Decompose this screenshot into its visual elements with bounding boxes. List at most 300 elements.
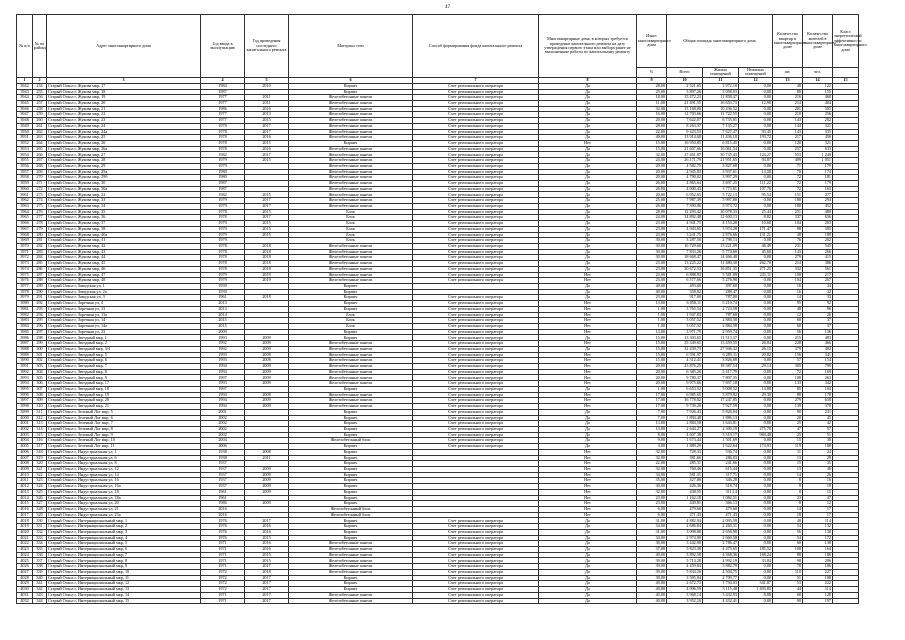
table-cell: 30,00 <box>637 249 667 255</box>
table-cell: 337 <box>773 215 803 221</box>
table-cell: Старый Оскол г, Жукова мкр, 34 <box>47 203 201 209</box>
table-cell: 0,00 <box>739 564 773 570</box>
table-cell: 0,00 <box>739 255 773 261</box>
table-cell: Да <box>539 89 637 95</box>
table-cell: 289 <box>33 283 47 289</box>
table-cell: 4 900,43 <box>667 186 703 192</box>
table-cell: Счет регионального оператора <box>413 221 539 227</box>
table-cell: 40,00 <box>637 135 667 141</box>
table-cell: 1 622,64 <box>703 444 739 450</box>
table-cell: 72 <box>773 175 803 181</box>
table-cell: 215 <box>773 335 803 341</box>
table-cell: 18 587,54 <box>703 364 739 370</box>
table-cell: 1978 <box>201 209 245 215</box>
table-cell: Кирпич <box>289 89 413 95</box>
table-cell: 72 <box>773 181 803 187</box>
table-cell: Счет регионального оператора <box>413 335 539 341</box>
table-cell: 4010 <box>17 472 33 478</box>
table-cell: 5 826,04 <box>703 409 739 415</box>
table-cell: 275,78 <box>739 426 773 432</box>
table-cell: Счет регионального оператора <box>413 598 539 604</box>
table-cell: 3 098,80 <box>667 529 703 535</box>
table-cell: Железобетонные панели <box>289 358 413 364</box>
table-cell: 2004 <box>201 438 245 444</box>
table-cell: 45 <box>803 415 833 421</box>
table-cell: 2015 <box>245 118 289 124</box>
table-cell: 4 943,65 <box>667 226 703 232</box>
table-cell: 26,84 <box>739 341 773 347</box>
table-cell: Железобетонный блок <box>289 512 413 518</box>
table-cell: 40,00 <box>637 283 667 289</box>
table-cell: 2009 <box>245 369 289 375</box>
table-cell: 48 <box>773 232 803 238</box>
table-cell: 14 892,48 <box>667 215 703 221</box>
table-cell: 4 368,36 <box>703 552 739 558</box>
table-cell: 3985 <box>17 329 33 335</box>
table-cell: 3955 <box>17 158 33 164</box>
table-cell: 1 894,48 <box>667 415 703 421</box>
table-cell: 265 <box>33 146 47 152</box>
table-cell: 110 <box>773 569 803 575</box>
table-cell: 88 <box>773 552 803 558</box>
col-header-wear: Износ многоквартирного дома <box>637 15 667 68</box>
table-cell: Счет регионального оператора <box>413 346 539 352</box>
table-cell: Железобетонные панели <box>289 266 413 272</box>
table-cell: 3982 <box>17 312 33 318</box>
table-cell: Железобетонные панели <box>289 112 413 118</box>
table-cell: 7,00 <box>637 409 667 415</box>
table-cell: 7 135,27 <box>703 123 739 129</box>
table-cell: 1976 <box>201 518 245 524</box>
table-cell: Счет регионального оператора <box>413 352 539 358</box>
table-cell: Старый Оскол г, Индустриальная ул, 12 <box>47 466 201 472</box>
table-cell: 2008 <box>245 449 289 455</box>
table-cell: Блок <box>289 215 413 221</box>
table-cell: Счет регионального оператора <box>413 272 539 278</box>
table-cell: Старый Оскол г, Зеленый Лог мкр, 7 <box>47 421 201 427</box>
table-cell: 16 <box>773 289 803 295</box>
table-cell: 327 <box>33 501 47 507</box>
table-cell: 0,00 <box>739 381 773 387</box>
table-cell: 163 <box>803 186 833 192</box>
table-cell: 6 385,26 <box>667 369 703 375</box>
table-cell: 3980 <box>17 301 33 307</box>
table-cell: Кирпич <box>289 529 413 535</box>
table-cell: 1978 <box>201 266 245 272</box>
table-cell: 1977 <box>201 112 245 118</box>
table-cell: Счет регионального оператора <box>413 409 539 415</box>
table-cell: 35 <box>803 461 833 467</box>
table-cell: 178 <box>803 392 833 398</box>
table-cell: 2 644,27 <box>667 426 703 432</box>
table-cell: 332 <box>33 529 47 535</box>
table-cell: 151 <box>773 192 803 198</box>
table-cell: Железобетонные панели <box>289 547 413 553</box>
table-cell: Да <box>539 198 637 204</box>
table-cell: 108 <box>803 575 833 581</box>
table-cell: 95 <box>773 301 803 307</box>
table-cell: 3979 <box>17 295 33 301</box>
table-cell: 332 <box>773 266 803 272</box>
table-cell: 2017 <box>245 598 289 604</box>
table-cell: 1979 <box>201 163 245 169</box>
unit-wear: % <box>637 68 667 78</box>
table-cell: 13,00 <box>637 301 667 307</box>
table-cell: 0,00 <box>739 329 773 335</box>
table-cell: 32,00 <box>637 489 667 495</box>
table-cell: 2017 <box>245 123 289 129</box>
table-cell: Старый Оскол г, Интернациональный мкр, 13 <box>47 587 201 593</box>
table-cell: 4003 <box>17 432 33 438</box>
table-cell: 7,00 <box>637 415 667 421</box>
table-cell: 25 <box>773 421 803 427</box>
table-cell: 2 884,58 <box>703 318 739 324</box>
table-cell: Старый Оскол г, Интернациональный мкр, 6 <box>47 547 201 553</box>
table-cell: 2009 <box>245 364 289 370</box>
table-cell: 1 947,83 <box>667 312 703 318</box>
table-cell: 468 <box>803 95 833 101</box>
table-cell: Счет регионального оператора <box>413 255 539 261</box>
table-cell: Старый Оскол г, Заречная ул, 14а <box>47 324 201 330</box>
table-cell: 23,00 <box>637 272 667 278</box>
table-cell: 323 <box>33 478 47 484</box>
table-cell: 427,80 <box>667 478 703 484</box>
table-cell: 2009 <box>245 404 289 410</box>
table-cell: 4 504,75 <box>703 569 739 575</box>
table-cell: Нет <box>539 507 637 513</box>
table-cell: 0,00 <box>739 335 773 341</box>
table-cell: Да <box>539 163 637 169</box>
table-cell: 1992 <box>201 341 245 347</box>
table-cell: 11 513,37 <box>703 335 739 341</box>
table-cell: Старый Оскол г, Индустриальная ул, 20 <box>47 501 201 507</box>
col-header-num: № п/п <box>17 15 33 78</box>
table-cell: 20 <box>773 415 803 421</box>
table-cell: 6 952,65 <box>667 192 703 198</box>
table-cell: 26,00 <box>637 181 667 187</box>
table-cell: 254 <box>33 83 47 89</box>
table-cell: 222 <box>803 581 833 587</box>
table-cell: 0,00 <box>739 375 773 381</box>
table-cell: Да <box>539 123 637 129</box>
table-cell: Железобетонные панели <box>289 564 413 570</box>
table-cell: 984,48 <box>739 432 773 438</box>
table-cell: Да <box>539 83 637 89</box>
table-cell: Счет регионального оператора <box>413 106 539 112</box>
table-cell: Старый Оскол г, Жукова мкр, 41 <box>47 238 201 244</box>
table-cell: 70 <box>773 169 803 175</box>
table-cell: 0,00 <box>739 123 773 129</box>
table-cell: Счет регионального оператора <box>413 158 539 164</box>
table-cell: 9 780,37 <box>667 375 703 381</box>
table-cell: 274 <box>33 198 47 204</box>
table-cell: 2013 <box>201 301 245 307</box>
table-cell: 57 <box>773 358 803 364</box>
table-cell: 3 058,03 <box>703 89 739 95</box>
table-cell: 3997 <box>17 398 33 404</box>
table-cell: 285 <box>33 261 47 267</box>
table-cell: 93,45 <box>739 129 773 135</box>
table-cell: 0,00 <box>739 312 773 318</box>
table-cell: 308 <box>33 392 47 398</box>
table-cell: 30,00 <box>637 243 667 249</box>
table-cell: 2 798,13 <box>703 238 739 244</box>
table-cell: 1978 <box>201 215 245 221</box>
table-cell: 4029 <box>17 581 33 587</box>
table-cell: 14 <box>773 295 803 301</box>
table-cell: 318,74 <box>703 484 739 490</box>
table-cell: Нет <box>539 484 637 490</box>
table-cell: 3993 <box>17 375 33 381</box>
table-cell: 1979 <box>201 238 245 244</box>
table-cell: 16 653,73 <box>703 100 739 106</box>
table-cell: Да <box>539 444 637 450</box>
table-cell: 397,60 <box>703 283 739 289</box>
table-cell: 23,00 <box>637 278 667 284</box>
table-cell: 3968 <box>17 232 33 238</box>
table-cell: 9,00 <box>637 438 667 444</box>
table-cell: 3 773,81 <box>703 186 739 192</box>
table-cell: Железобетонные панели <box>289 203 413 209</box>
table-cell: 2017 <box>245 581 289 587</box>
table-cell: 23,00 <box>637 261 667 267</box>
table-cell: 6 985,65 <box>667 392 703 398</box>
table-cell: Нет <box>539 358 637 364</box>
table-cell: 1993 <box>201 335 245 341</box>
table-cell: 0,00 <box>739 575 773 581</box>
table-cell: 100 <box>773 272 803 278</box>
table-cell: 1976 <box>201 529 245 535</box>
table-cell: Старый Оскол г, Жукова мкр, 21 <box>47 106 201 112</box>
table-cell: 4025 <box>17 558 33 564</box>
table-cell: 48 <box>773 306 803 312</box>
table-cell: 4 790,02 <box>667 175 703 181</box>
table-cell: 2015 <box>245 558 289 564</box>
table-cell: 3969 <box>17 238 33 244</box>
table-cell: 3962 <box>17 198 33 204</box>
table-cell: 32,00 <box>637 449 667 455</box>
table-cell: 3984 <box>17 324 33 330</box>
table-cell: 1993 <box>201 352 245 358</box>
table-cell: 545 <box>803 243 833 249</box>
table-cell: Кирпич <box>289 575 413 581</box>
table-cell: 5 774,68 <box>703 249 739 255</box>
table-cell: 277 <box>33 215 47 221</box>
table-cell: 5 276,98 <box>703 278 739 284</box>
col-header-energy: Класс энергетической эффективности многоквартирного дома <box>833 15 859 68</box>
table-cell: 259 <box>33 112 47 118</box>
table-cell: 1977 <box>201 100 245 106</box>
table-cell: Нет <box>539 364 637 370</box>
table-cell: Нет <box>539 272 637 278</box>
table-cell: 0,00 <box>739 301 773 307</box>
housing-register-table <box>16 14 867 604</box>
table-cell: 2013 <box>245 112 289 118</box>
table-cell: 4015 <box>17 501 33 507</box>
table-cell: Счет регионального оператора <box>413 329 539 335</box>
table-cell: Нет <box>539 312 637 318</box>
table-cell: Нет <box>539 381 637 387</box>
table-cell: Да <box>539 552 637 558</box>
table-row <box>17 598 859 604</box>
table-cell: 3981 <box>17 306 33 312</box>
table-cell: 404 <box>803 100 833 106</box>
table-cell: 7 627,47 <box>703 129 739 135</box>
table-cell: Железобетонные панели <box>289 181 413 187</box>
table-cell: 201 <box>773 106 803 112</box>
table-cell: 4024 <box>17 552 33 558</box>
table-cell: 3978 <box>17 289 33 295</box>
table-cell: 10,68 <box>739 221 773 227</box>
table-cell: Нет <box>539 466 637 472</box>
table-cell: 7 927,59 <box>703 404 739 410</box>
table-cell: 3977 <box>17 283 33 289</box>
table-cell: Старый Оскол г, Заречная ул, 4 <box>47 301 201 307</box>
table-cell: 6 591,97 <box>667 352 703 358</box>
table-cell: 32,00 <box>637 466 667 472</box>
table-cell: 7 807,35 <box>703 375 739 381</box>
table-cell: 1978 <box>201 243 245 249</box>
table-cell: 3 897,26 <box>667 89 703 95</box>
table-cell: 18 668,47 <box>667 255 703 261</box>
table-cell: 261 <box>33 123 47 129</box>
table-cell: 2019 <box>245 272 289 278</box>
table-cell: 314 <box>33 426 47 432</box>
col-header-area-total: Всего <box>667 68 703 78</box>
table-cell: 2015 <box>245 535 289 541</box>
column-number: 3 <box>47 77 201 83</box>
table-cell: 31,00 <box>637 518 667 524</box>
table-cell: 256 <box>33 95 47 101</box>
table-cell: 24 <box>803 449 833 455</box>
table-cell: 257 <box>773 146 803 152</box>
table-cell: 2009 <box>245 466 289 472</box>
unit-energy <box>833 68 859 78</box>
table-cell: 26 171,79 <box>667 158 703 164</box>
table-cell: 309 <box>33 398 47 404</box>
table-cell: 4000 <box>17 415 33 421</box>
table-cell: Блок <box>289 238 413 244</box>
table-cell: Старый Оскол г, Интернациональный мкр, 15 <box>47 598 201 604</box>
table-cell: 310 <box>33 404 47 410</box>
table-cell: 1937 <box>201 461 245 467</box>
table-cell: 1 493,85 <box>739 587 773 593</box>
table-cell: 181 <box>803 175 833 181</box>
table-cell: Нет <box>539 478 637 484</box>
table-cell: 6,00 <box>637 512 667 518</box>
table-cell: 3948 <box>17 118 33 124</box>
table-cell: Да <box>539 169 637 175</box>
table-cell: 60 <box>773 318 803 324</box>
table-cell: Старый Оскол г, Интернациональный мкр, 8 <box>47 558 201 564</box>
table-cell: 8,80 <box>739 592 773 598</box>
table-cell: 1971 <box>201 564 245 570</box>
table-cell: Железобетонные панели <box>289 146 413 152</box>
table-cell: 32 439,73 <box>667 346 703 352</box>
table-cell: Старый Оскол г, Зеленый Лог мкр, 8 <box>47 426 201 432</box>
table-cell: Старый Оскол г, Индустриальная ул, 8 <box>47 461 201 467</box>
table-cell: Железобетонные панели <box>289 569 413 575</box>
table-cell: 3992 <box>17 369 33 375</box>
table-cell: 279 <box>773 255 803 261</box>
table-cell: 13 221,09 <box>703 243 739 249</box>
table-cell: 325 <box>33 489 47 495</box>
table-cell: Счет регионального оператора <box>413 564 539 570</box>
table-cell: 4 941,75 <box>667 221 703 227</box>
column-number: 12 <box>739 77 773 83</box>
table-cell: 2009 <box>245 381 289 387</box>
table-cell: 47 <box>803 495 833 501</box>
table-cell: Да <box>539 232 637 238</box>
table-cell: Нет <box>539 495 637 501</box>
table-cell: Счет регионального оператора <box>413 404 539 410</box>
table-cell: 40,00 <box>637 289 667 295</box>
table-cell: 3990 <box>17 358 33 364</box>
table-cell: Счет регионального оператора <box>413 558 539 564</box>
table-cell: 1,00 <box>637 318 667 324</box>
table-cell: Старый Оскол г, Заречная ул, 14 <box>47 318 201 324</box>
table-cell: Старый Оскол г, Звездный мкр, 6 <box>47 358 201 364</box>
table-cell: Старый Оскол г, Жукова мкр, 22 <box>47 112 201 118</box>
table-cell: 0,00 <box>739 324 773 330</box>
table-cell: 241,11 <box>739 272 773 278</box>
table-cell: 3945 <box>17 100 33 106</box>
table-cell: 1939 <box>201 283 245 289</box>
table-cell: Старый Оскол г, Зеленый Лог мкр, 9 <box>47 432 201 438</box>
table-cell: 4 312,41 <box>667 358 703 364</box>
table-cell: Железобетонные панели <box>289 272 413 278</box>
table-cell: 28,00 <box>637 83 667 89</box>
table-cell: 4 475,65 <box>703 547 739 553</box>
table-cell: 296 <box>33 324 47 330</box>
table-cell: 0,00 <box>739 466 773 472</box>
table-cell: 3 974,28 <box>703 226 739 232</box>
table-cell: 0,00 <box>739 529 773 535</box>
table-cell: Старый Оскол г, Интернациональный мкр, 4 <box>47 535 201 541</box>
table-cell: 294 <box>803 198 833 204</box>
table-cell: Да <box>539 592 637 598</box>
table-cell: Да <box>539 158 637 164</box>
table-cell: Старый Оскол г, Жукова мкр, 32 <box>47 192 201 198</box>
table-cell: 3971 <box>17 249 33 255</box>
table-cell: 2 786,47 <box>703 541 739 547</box>
table-cell: Старый Оскол г, Интернациональный мкр, 9 <box>47 564 201 570</box>
table-cell: 452 <box>803 203 833 209</box>
table-cell: Старый Оскол г, Интернациональный мкр, 12 <box>47 581 201 587</box>
table-cell: 4023 <box>17 547 33 553</box>
table-cell: 15 472,23 <box>667 95 703 101</box>
table-cell: 321 <box>803 141 833 147</box>
table-cell: 20,00 <box>637 364 667 370</box>
table-cell: 139 <box>773 404 803 410</box>
table-cell: 1971 <box>201 598 245 604</box>
table-cell: 96 <box>803 306 833 312</box>
table-cell: 3965 <box>17 215 33 221</box>
table-cell: 6 577,66 <box>667 278 703 284</box>
table-cell: 0,00 <box>739 455 773 461</box>
table-cell: 72 <box>773 369 803 375</box>
table-cell: Железобетонные панели <box>289 352 413 358</box>
table-cell: 14,88 <box>739 386 773 392</box>
table-cell: 341,87 <box>739 581 773 587</box>
table-cell: 2009 <box>245 501 289 507</box>
table-cell: Счет регионального оператора <box>413 146 539 152</box>
table-cell: Железобетонные панели <box>289 129 413 135</box>
table-cell: 28,00 <box>637 209 667 215</box>
table-cell: 3947 <box>17 112 33 118</box>
table-cell: 279 <box>773 398 803 404</box>
table-cell: Нет <box>539 324 637 330</box>
